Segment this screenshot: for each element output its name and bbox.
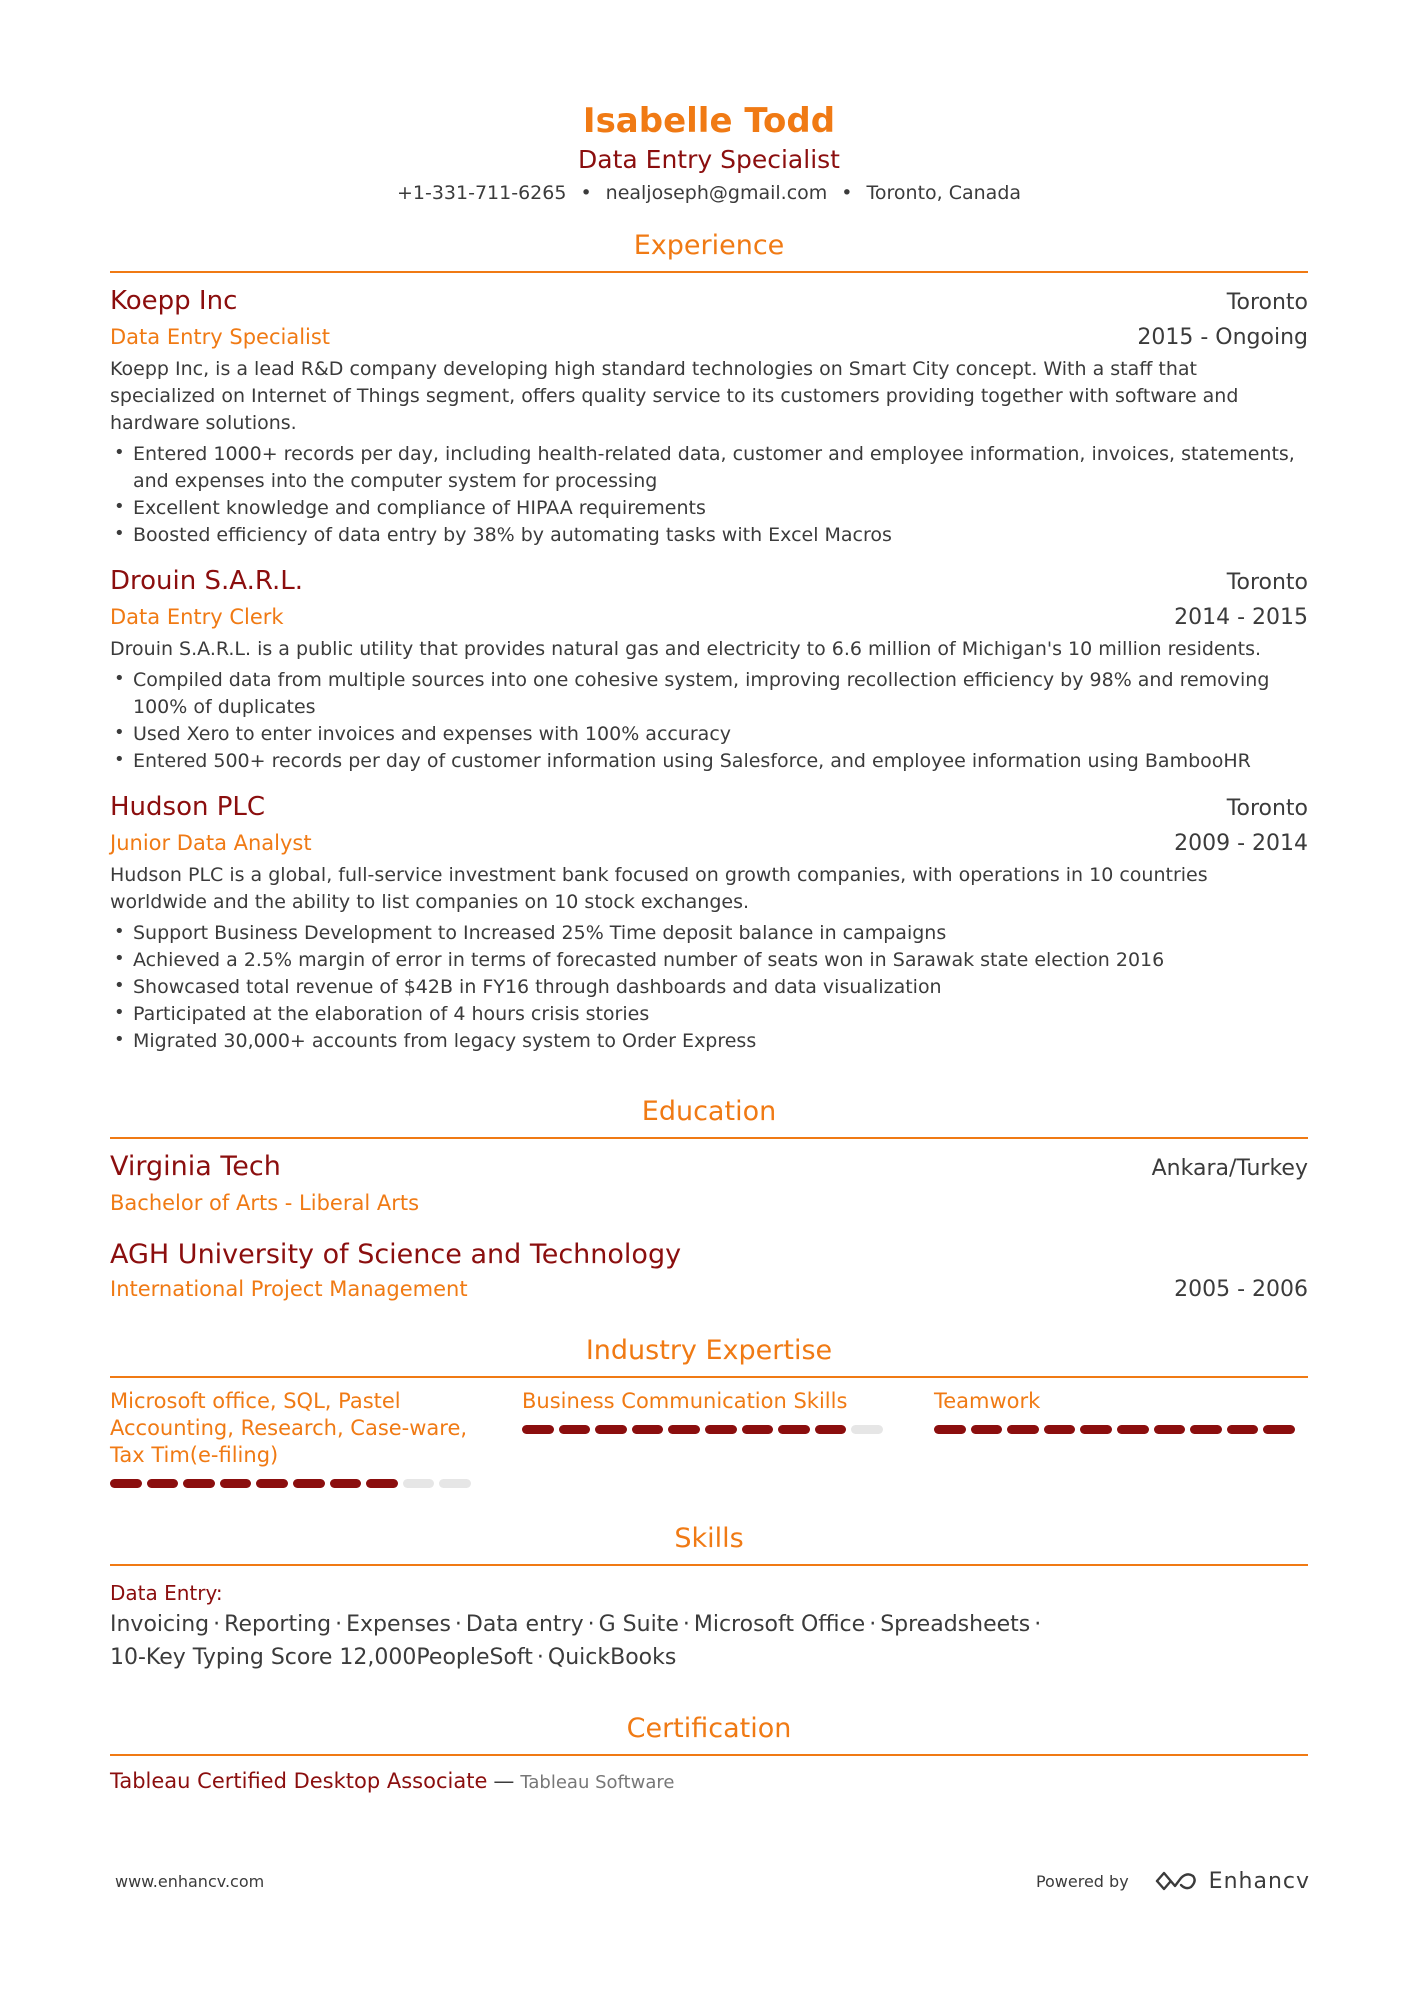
skill-item: Invoicing (110, 1612, 210, 1637)
rating-dash-filled (1263, 1425, 1295, 1434)
rating-dash-filled (522, 1425, 554, 1434)
rating-dash-filled (705, 1425, 737, 1434)
achievement-item: • Migrated 30,000+ accounts from legacy system to Order Express (110, 1028, 1308, 1055)
resume-header (110, 0, 1308, 207)
page-footer (115, 1868, 1310, 1894)
job-dates: 2014 - 2015 (1174, 605, 1308, 630)
candidate-name: Isabelle Todd (582, 101, 836, 141)
achievement-item: • Achieved a 2.5% margin of error in terms of forecasted number of seats won in Sarawak state election 2016 (110, 947, 1308, 974)
enhancv-logo-icon (1153, 1868, 1199, 1894)
achievement-item: • Entered 500+ records per day of customer information using Salesforce, and employee information using BambooHR (110, 748, 1308, 775)
rating-dash-filled (110, 1479, 142, 1488)
skill-separator: · (1034, 1612, 1042, 1637)
rating-dash-empty (851, 1425, 883, 1434)
certification-name: Tableau Certified Desktop Associate (110, 1769, 488, 1793)
expertise-item (110, 1388, 476, 1488)
school-name: Virginia Tech (110, 1151, 281, 1182)
expertise-item (934, 1388, 1300, 1488)
skill-separator: · (335, 1612, 343, 1637)
rating-dash-empty (403, 1479, 435, 1488)
expertise-grid (110, 1388, 1308, 1488)
skill-item: PeopleSoft (416, 1645, 533, 1670)
achievement-item: • Used Xero to enter invoices and expenses with 100% accuracy (110, 721, 1308, 748)
skill-item: Spreadsheets (880, 1612, 1031, 1637)
job-role: Data Entry Clerk (110, 605, 284, 629)
education-entry (110, 1237, 1308, 1306)
expertise-label: Business Communication Skills (522, 1389, 848, 1413)
resume-page (110, 0, 1308, 1798)
expertise-label: Microsoft office, SQL, Pastel Accounting, Research, Case-ware, Tax Tim(e-filing) (110, 1389, 468, 1467)
company-name: Koepp Inc (110, 286, 238, 316)
section-title-expertise: Industry Expertise (110, 1334, 1308, 1378)
skill-item: Data entry (465, 1612, 584, 1637)
rating-dash-filled (934, 1425, 966, 1434)
rating-dash-filled (1227, 1425, 1259, 1434)
rating-dash-filled (815, 1425, 847, 1434)
skill-separator: · (454, 1612, 462, 1637)
skill-separator: · (536, 1645, 544, 1670)
rating-dash-filled (330, 1479, 362, 1488)
experience-entry (110, 563, 1308, 775)
experience-entry (110, 789, 1308, 1055)
powered-by (1036, 1868, 1310, 1894)
education-entry (110, 1149, 1308, 1219)
skill-separator: · (682, 1612, 690, 1637)
certification-entry (110, 1766, 1308, 1798)
achievement-list (110, 667, 1308, 775)
rating-dash-filled (256, 1479, 288, 1488)
expertise-rating (934, 1425, 1300, 1434)
expertise-rating (522, 1425, 888, 1434)
achievement-item: • Support Business Development to Increased 25% Time deposit balance in campaigns (110, 920, 1308, 947)
rating-dash-filled (1044, 1425, 1076, 1434)
rating-dash-filled (1117, 1425, 1149, 1434)
company-name: Hudson PLC (110, 792, 266, 822)
expertise-item (522, 1388, 888, 1488)
experience-section (110, 229, 1308, 1055)
achievement-item: • Compiled data from multiple sources into one cohesive system, improving recollection efficiency by 98% and removing 100% of duplicates (110, 667, 1308, 721)
job-location: Toronto (1226, 570, 1308, 595)
rating-dash-filled (778, 1425, 810, 1434)
rating-dash-filled (632, 1425, 664, 1434)
section-title-education: Education (110, 1095, 1308, 1139)
skill-separator: · (587, 1612, 595, 1637)
footer-url[interactable]: www.enhancv.com (115, 1871, 265, 1891)
skill-separator: · (213, 1612, 221, 1637)
company-description: Hudson PLC is a global, full-service investment bank focused on growth companies, with operations in 10 countries worldwide and the ability to list companies on 10 stock exchanges. (110, 864, 1208, 913)
school-name: AGH University of Science and Technology (110, 1239, 682, 1270)
rating-dash-filled (742, 1425, 774, 1434)
contact-email[interactable]: nealjoseph@gmail.com (605, 182, 828, 204)
rating-dash-filled (220, 1479, 252, 1488)
skill-item: Microsoft Office (693, 1612, 866, 1637)
rating-dash-filled (1007, 1425, 1039, 1434)
rating-dash-filled (595, 1425, 627, 1434)
rating-dash-empty (439, 1479, 471, 1488)
skills-section (110, 1522, 1308, 1674)
company-description: Koepp Inc, is a lead R&D company developing high standard technologies on Smart City concept. With a staff that specialized on Internet of Things segment, offers quality service to its customers providing together with software and hardware solutions. (110, 358, 1239, 434)
achievement-item: • Showcased total revenue of $42B in FY16 through dashboards and data visualization (110, 974, 1308, 1001)
company-name: Drouin S.A.R.L. (110, 566, 304, 596)
expertise-rating (110, 1479, 476, 1488)
company-description: Drouin S.A.R.L. is a public utility that provides natural gas and electricity to 6.6 million of Michigan's 10 million residents. (110, 638, 1262, 660)
certification-issuer: Tableau Software (520, 1772, 675, 1793)
section-title-certification: Certification (110, 1712, 1308, 1756)
skill-list (110, 1608, 1308, 1674)
candidate-title: Data Entry Specialist (578, 145, 840, 174)
achievement-item: • Entered 1000+ records per day, including health-related data, customer and employee information, invoices, statements, and expenses into the computer system for processing (110, 441, 1308, 495)
achievement-list (110, 441, 1308, 549)
rating-dash-filled (668, 1425, 700, 1434)
skill-item: QuickBooks (547, 1645, 677, 1670)
job-role: Data Entry Specialist (110, 325, 331, 349)
skill-item: 10-Key Typing Score 12,000 (110, 1645, 417, 1670)
skill-item: Expenses (346, 1612, 451, 1637)
skill-category: Data Entry: (110, 1581, 223, 1605)
achievement-item: • Excellent knowledge and compliance of HIPAA requirements (110, 495, 1308, 522)
education-dates: 2005 - 2006 (1174, 1277, 1308, 1302)
rating-dash-filled (1190, 1425, 1222, 1434)
rating-dash-filled (366, 1479, 398, 1488)
rating-dash-filled (147, 1479, 179, 1488)
brand-name[interactable]: Enhancv (1208, 1868, 1310, 1894)
rating-dash-filled (293, 1479, 325, 1488)
expertise-label: Teamwork (934, 1389, 1041, 1413)
experience-entry (110, 283, 1308, 549)
degree: International Project Management (110, 1277, 468, 1301)
rating-dash-filled (971, 1425, 1003, 1434)
rating-dash-filled (1154, 1425, 1186, 1434)
rating-dash-filled (559, 1425, 591, 1434)
contact-phone[interactable]: +1-331-711-6265 (396, 182, 567, 204)
section-title-skills: Skills (110, 1522, 1308, 1566)
job-dates: 2009 - 2014 (1174, 831, 1308, 856)
degree: Bachelor of Arts - Liberal Arts (110, 1191, 420, 1215)
contact-line (110, 179, 1308, 207)
certification-section (110, 1712, 1308, 1798)
skill-separator: · (869, 1612, 877, 1637)
certification-separator: — (493, 1769, 515, 1793)
achievement-item: • Boosted efficiency of data entry by 38% by automating tasks with Excel Macros (110, 522, 1308, 549)
job-location: Toronto (1226, 796, 1308, 821)
education-section (110, 1095, 1308, 1306)
section-title-experience: Experience (110, 229, 1308, 273)
rating-dash-filled (1080, 1425, 1112, 1434)
separator-dot: • (841, 182, 853, 204)
skill-item: G Suite (598, 1612, 679, 1637)
expertise-section (110, 1334, 1308, 1488)
job-location: Toronto (1226, 290, 1308, 315)
separator-dot: • (580, 182, 592, 204)
skill-item: Reporting (224, 1612, 332, 1637)
school-location: Ankara/Turkey (1151, 1156, 1308, 1181)
powered-by-label: Powered by (1035, 1871, 1129, 1891)
contact-location: Toronto, Canada (866, 182, 1022, 204)
achievement-list (110, 920, 1308, 1055)
rating-dash-filled (183, 1479, 215, 1488)
job-dates: 2015 - Ongoing (1137, 325, 1308, 350)
job-role: Junior Data Analyst (110, 831, 312, 855)
achievement-item: • Participated at the elaboration of 4 hours crisis stories (110, 1001, 1308, 1028)
